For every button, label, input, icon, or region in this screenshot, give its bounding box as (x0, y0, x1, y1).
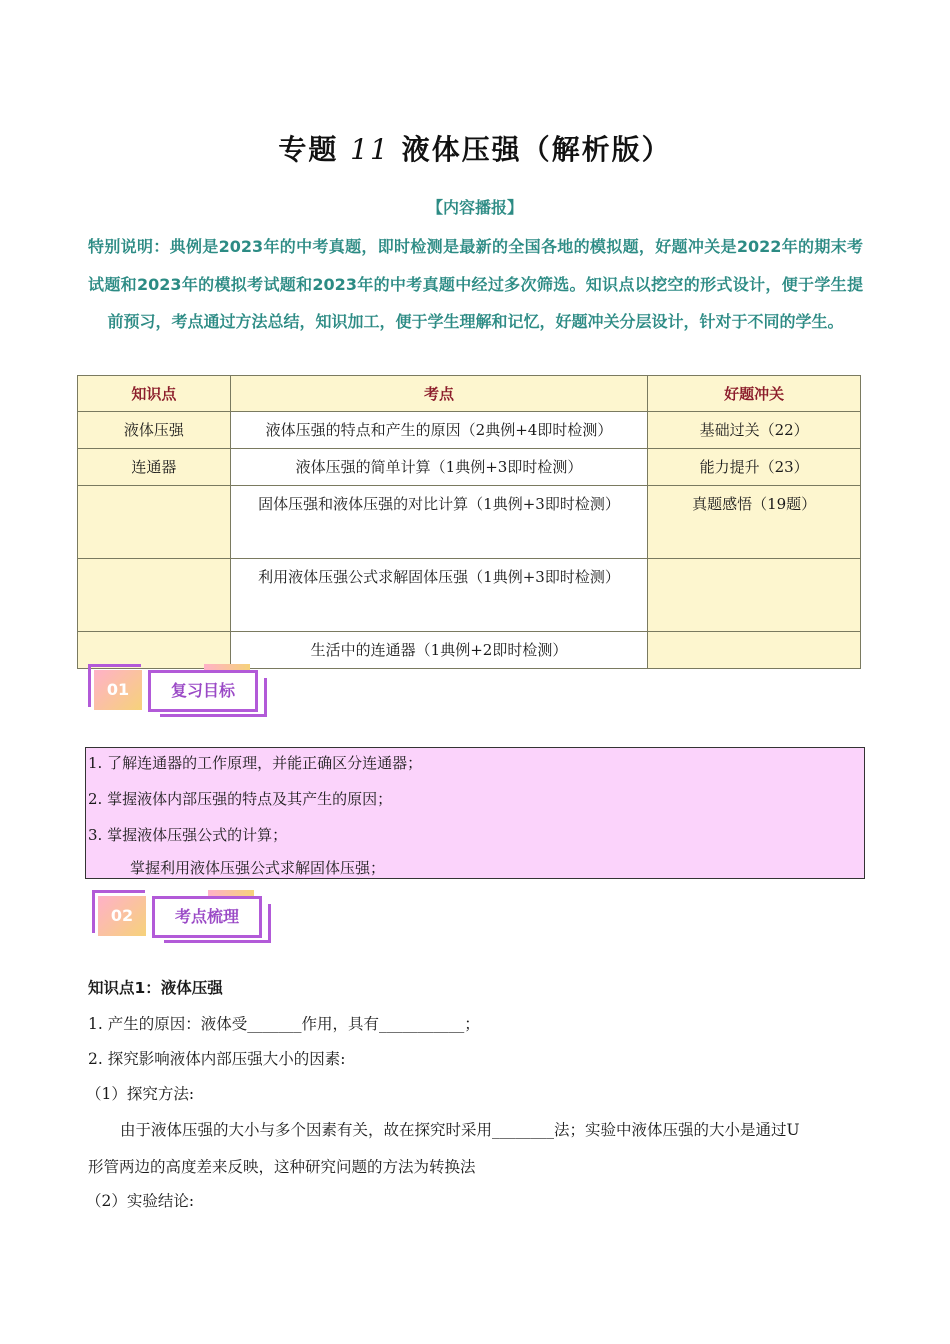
table-cell: 液体压强的简单计算（1典例+3即时检测） (230, 449, 647, 486)
table-cell: 液体压强的特点和产生的原因（2典例+4即时检测） (230, 412, 647, 449)
table-row (78, 486, 861, 559)
content-line: 由于液体压强的大小与多个因素有关，故在探究时采用________法；实验中液体压强的大小是通过U (120, 1121, 800, 1139)
content-line: 1. 产生的原因：液体受_______作用，具有___________； (88, 1015, 480, 1033)
table-cell: 生活中的连通器（1典例+2即时检测） (230, 632, 647, 669)
goal-item: 1. 了解连通器的工作原理，并能正确区分连通器； (88, 754, 423, 772)
content-line: （2）实验结论: (86, 1192, 195, 1210)
table-header-row (78, 376, 861, 412)
goal-item: 3. 掌握液体压强公式的计算； (88, 826, 288, 844)
goal-item: 掌握利用液体压强公式求解固体压强； (130, 859, 386, 877)
section-badge-key-points (90, 890, 280, 942)
content-line: 形管两边的高度差来反映，这种研究问题的方法为转换法 (88, 1158, 476, 1176)
page-title (0, 128, 950, 168)
table-cell: 连通器 (78, 449, 231, 486)
table-cell (648, 559, 861, 632)
badge-number: 02 (98, 896, 146, 936)
overview-table (77, 375, 861, 669)
table-row (78, 559, 861, 632)
table-cell (78, 632, 231, 669)
header-exam-point: 考点 (230, 376, 647, 412)
table-cell: 利用液体压强公式求解固体压强（1典例+3即时检测） (230, 559, 647, 632)
badge-number: 01 (94, 670, 142, 710)
header-knowledge: 知识点 (78, 376, 231, 412)
badge-label: 复习目标 (148, 670, 258, 712)
table-cell: 液体压强 (78, 412, 231, 449)
goal-item: 2. 掌握液体内部压强的特点及其产生的原因； (88, 790, 393, 808)
content-line: （1）探究方法: (86, 1085, 195, 1103)
knowledge-point-heading: 知识点1：液体压强 (88, 979, 223, 997)
table-cell (78, 559, 231, 632)
broadcast-heading: 【内容播报】 (426, 198, 523, 217)
table-row (78, 449, 861, 486)
table-cell (648, 632, 861, 669)
table-cell (78, 486, 231, 559)
table-row (78, 632, 861, 669)
badge-label: 考点梳理 (152, 896, 262, 938)
title-prefix: 专题 (278, 133, 339, 166)
title-suffix: 液体压强（解析版） (401, 133, 672, 166)
table-cell: 基础过关（22） (648, 412, 861, 449)
table-cell: 真题感悟（19题） (648, 486, 861, 559)
content-line: 2. 探究影响液体内部压强大小的因素: (88, 1050, 346, 1068)
table-cell: 能力提升（23） (648, 449, 861, 486)
section-badge-review-goals (86, 664, 276, 716)
table-cell: 固体压强和液体压强的对比计算（1典例+3即时检测） (230, 486, 647, 559)
review-goals-box (85, 747, 865, 879)
header-practice: 好题冲关 (648, 376, 861, 412)
table-row (78, 412, 861, 449)
broadcast-text: 特别说明：典例是2023年的中考真题，即时检测是最新的全国各地的模拟题，好题冲关是2022年的期末考试题和2023年的模拟考试题和2023年的中考真题中经过多次筛选。知识点以挖空的形式设计，便于学生提前预习，考点通过方法总结，知识加工，便于学生理解和记忆，好题冲关分层设计，针对于不同的学生。 (88, 237, 863, 331)
title-number: 11 (350, 133, 390, 166)
